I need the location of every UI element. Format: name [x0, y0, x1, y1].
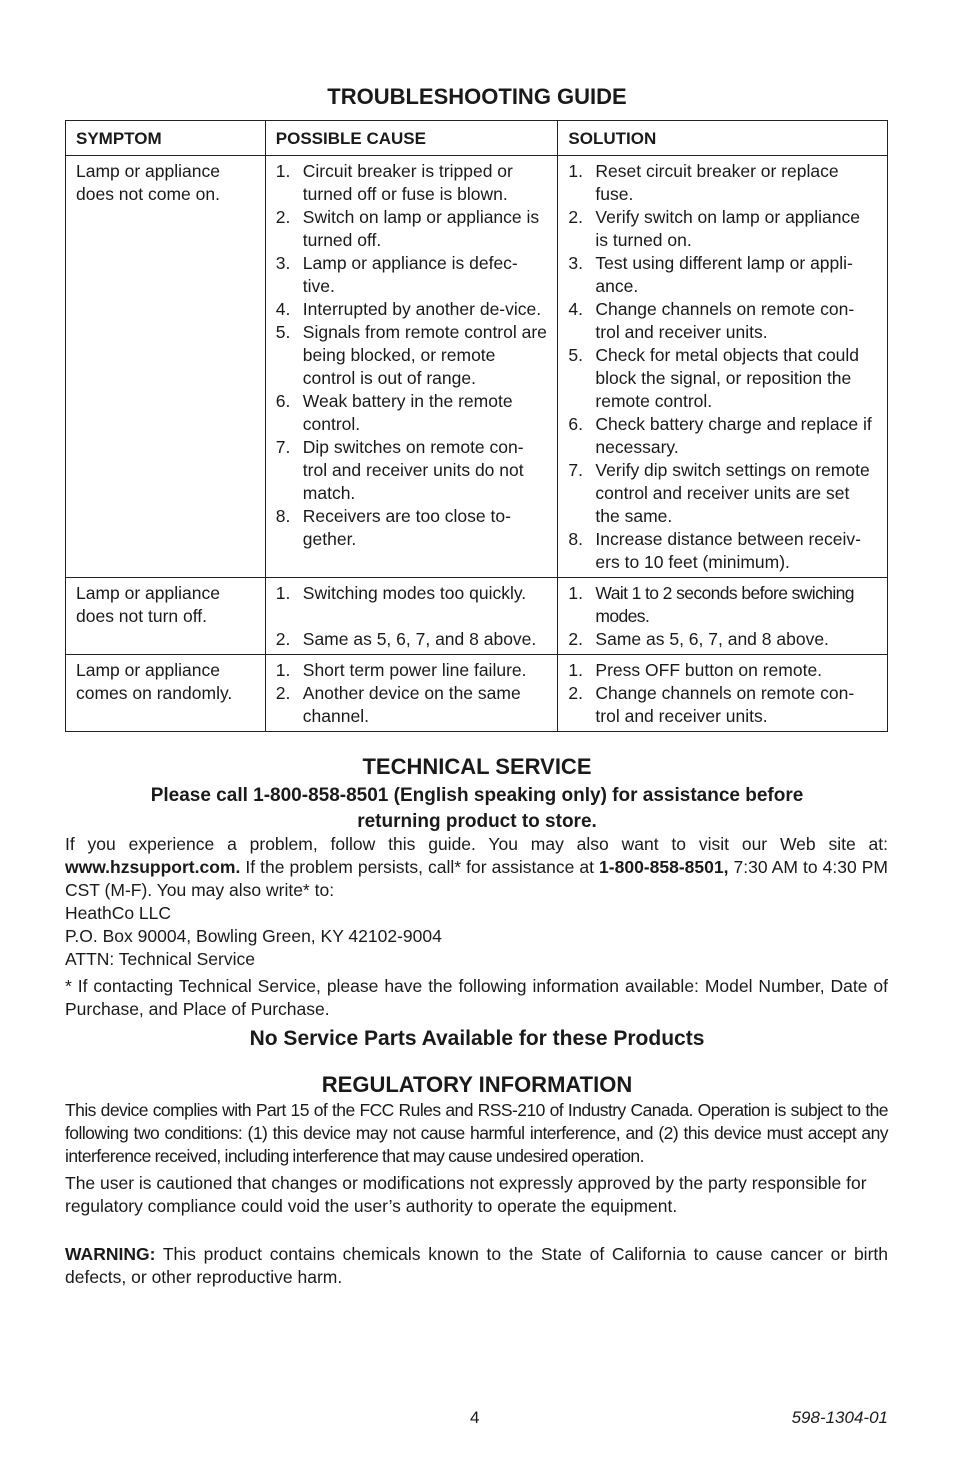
list-item: 2. Another device on the same channel.: [275, 683, 521, 726]
website-link[interactable]: www.hzsupport.com.: [65, 857, 241, 877]
regulatory-title: REGULATORY INFORMATION: [321, 1072, 633, 1097]
footnote: * If contacting Technical Service, please have the following information available: Model Number, Date of Purchase, and Place of Purchase.: [65, 976, 888, 1019]
symptom-cell: Lamp or appliance does not turn off.: [66, 578, 266, 655]
troubleshooting-title: TROUBLESHOOTING GUIDE: [327, 84, 627, 109]
header-symptom: SYMPTOM: [66, 121, 266, 156]
solution-cell: [558, 156, 888, 578]
list-item: 1. Circuit breaker is tripped or turned off or fuse is blown.: [275, 161, 513, 204]
technical-service-title: TECHNICAL SERVICE: [362, 754, 592, 779]
symptom-cell: Lamp or appliance does not come on.: [66, 156, 266, 578]
warning-paragraph: WARNING: This product contains chemicals known to the State of California to cause cancer or birth defects, or other reproductive harm.: [65, 1244, 888, 1287]
list-item: 8. Receivers are too close to-gether.: [275, 506, 511, 549]
list-item: 3. Lamp or appliance is defec-tive.: [275, 253, 518, 296]
list-item: 1. Short term power line failure.: [275, 660, 527, 680]
call-notice: [0, 783, 954, 835]
technical-service-paragraph: If you experience a problem, follow this guide. You may also want to visit our Web site at: www.hzsupport.com. If the problem persists, call* for assistance at 1-800-858-8501, 7:30 AM to 4:30 PM CST (M-F). You may also write* to:: [65, 834, 888, 900]
list-item: 2. Change channels on remote con-trol and receiver units.: [568, 683, 855, 726]
mailing-address: [65, 902, 888, 971]
cause-cell: [265, 156, 558, 578]
list-item: 5. Signals from remote control are being blocked, or remote control is out of range.: [275, 322, 547, 388]
table-row: [66, 156, 888, 578]
table-row: [66, 655, 888, 732]
list-item: 7. Verify dip switch settings on remote control and receiver units are set the same.: [568, 460, 870, 526]
list-item: 3. Test using different lamp or appli-ance.: [568, 253, 853, 296]
list-item: 1. Reset circuit breaker or replace fuse.: [568, 161, 839, 204]
list-item: 2. Switch on lamp or appliance is turned off.: [275, 207, 540, 250]
troubleshooting-table: [65, 120, 888, 732]
solution-cell: [558, 578, 888, 655]
no-service-parts-heading: No Service Parts Available for these Products: [249, 1027, 705, 1050]
call-notice-line-2: returning product to store.: [357, 811, 597, 832]
table-row: [66, 578, 888, 655]
list-item: 5. Check for metal objects that could block the signal, or reposition the remote control.: [568, 345, 860, 411]
header-possible-cause: POSSIBLE CAUSE: [265, 121, 558, 156]
regulatory-paragraph-1: This device complies with Part 15 of the FCC Rules and RSS-210 of Industry Canada. Operation is subject to the following two conditions: (1) this device may not cause harmful interference, and (2) this device must accept any interference received, including interference that may cause undesired operation.: [65, 1100, 888, 1166]
list-item: 1. Wait 1 to 2 seconds before swiching modes.: [568, 583, 854, 626]
list-item: 4. Change channels on remote con-trol and receiver units.: [568, 299, 855, 342]
address-line: HeathCo LLC: [65, 903, 172, 923]
cause-cell: [265, 655, 558, 732]
solution-cell: [558, 655, 888, 732]
list-item: 2. Same as 5, 6, 7, and 8 above.: [275, 629, 537, 649]
call-notice-line-1: Please call 1-800-858-8501 (English speaking only) for assistance before: [150, 785, 804, 806]
regulatory-paragraph-2: The user is cautioned that changes or modifications not expressly approved by the party responsible for regulatory compliance could void the user’s authority to operate the equipment.: [65, 1173, 867, 1216]
cause-cell: [265, 578, 558, 655]
list-item: 1. Press OFF button on remote.: [568, 660, 823, 680]
list-item: 8. Increase distance between receiv-ers to 10 feet (minimum).: [568, 529, 861, 572]
address-line: P.O. Box 90004, Bowling Green, KY 42102-9004: [65, 926, 442, 946]
list-item: 6. Check battery charge and replace if necessary.: [568, 414, 872, 457]
list-item: 1. Switching modes too quickly.: [275, 583, 527, 603]
table-header-row: [66, 121, 888, 156]
header-solution: SOLUTION: [558, 121, 888, 156]
phone-number: 1-800-858-8501,: [599, 857, 729, 877]
warning-label: WARNING:: [65, 1244, 156, 1264]
page-number: 4: [470, 1408, 480, 1427]
list-item: 2. Same as 5, 6, 7, and 8 above.: [568, 629, 829, 649]
list-item: 7. Dip switches on remote con-trol and receiver units do not match.: [275, 437, 524, 503]
document-number: 598-1304-01: [791, 1408, 888, 1427]
list-item: 4. Interrupted by another de-vice.: [275, 299, 542, 319]
address-line: ATTN: Technical Service: [65, 949, 255, 969]
list-item: 6. Weak battery in the remote control.: [275, 391, 513, 434]
symptom-cell: Lamp or appliance comes on randomly.: [66, 655, 266, 732]
list-item: 2. Verify switch on lamp or appliance is turned on.: [568, 207, 860, 250]
